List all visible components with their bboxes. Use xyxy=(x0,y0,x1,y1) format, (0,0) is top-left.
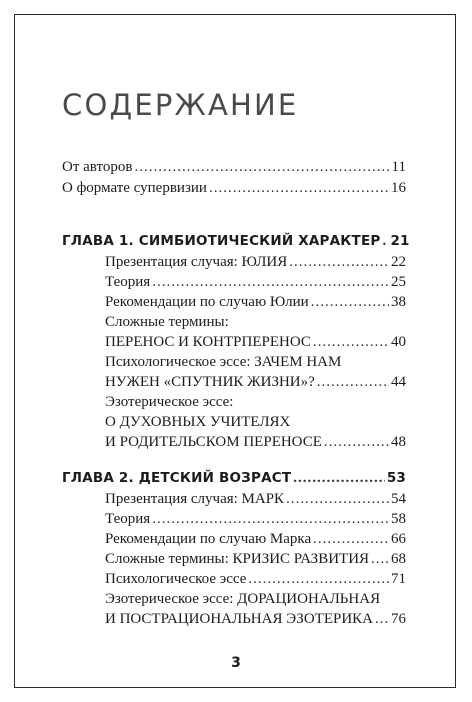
toc-entry-line: Психологическое эссе: ЗАЧЕМ НАМ xyxy=(105,354,342,370)
dot-leader xyxy=(371,549,389,569)
chapter-title: ГЛАВА 1. СИМБИОТИЧЕСКИЙ ХАРАКТЕР xyxy=(62,233,381,249)
toc-entry-page: 71 xyxy=(391,571,406,587)
dot-leader xyxy=(311,292,389,312)
toc-entry-page: 11 xyxy=(391,159,406,175)
toc-chapter-heading[interactable] xyxy=(62,468,406,488)
toc-chapter-heading[interactable] xyxy=(62,231,410,251)
toc-entry-title: Психологическое эссе xyxy=(105,571,247,587)
dot-leader xyxy=(382,231,388,251)
page-number: 3 xyxy=(231,655,241,671)
toc-entry-page: 25 xyxy=(391,274,406,290)
toc-intro xyxy=(62,157,406,198)
toc-entry[interactable] xyxy=(105,489,406,509)
toc-entry-page: 54 xyxy=(391,491,406,507)
toc-entry-page: 38 xyxy=(391,294,406,310)
dot-leader xyxy=(289,252,389,272)
dot-leader xyxy=(375,609,389,629)
dot-leader xyxy=(209,178,389,198)
toc-entry-title: Рекомендации по случаю Марка xyxy=(105,531,312,547)
toc-entry-title: Презентация случая: МАРК xyxy=(105,491,285,507)
toc-entry[interactable] xyxy=(105,272,406,292)
page-title: СОДЕРЖАНИЕ xyxy=(62,88,299,122)
toc-entry-title: Сложные термины: КРИЗИС РАЗВИТИЯ xyxy=(105,551,370,567)
toc-entry-page: 68 xyxy=(391,551,406,567)
dot-leader xyxy=(324,432,389,452)
toc-entry-line: Сложные термины: xyxy=(105,314,229,330)
toc-entry[interactable] xyxy=(105,569,406,589)
toc-entry[interactable] xyxy=(105,509,406,529)
toc-entry-multiline[interactable] xyxy=(105,589,406,629)
toc-entry-page: 40 xyxy=(391,334,406,350)
toc-entry[interactable] xyxy=(105,529,406,549)
toc-entry-title: Рекомендации по случаю Юлии xyxy=(105,294,309,310)
dot-leader xyxy=(293,468,385,488)
toc-entry-multiline[interactable] xyxy=(105,352,406,392)
toc-entry-title: Презентация случая: ЮЛИЯ xyxy=(105,254,288,270)
toc-entry-page: 44 xyxy=(391,374,406,390)
toc-entry-line: О ДУХОВНЫХ УЧИТЕЛЯХ xyxy=(105,414,291,430)
toc-entry-from-authors[interactable] xyxy=(62,157,406,177)
dot-leader xyxy=(134,157,389,177)
toc-entry[interactable] xyxy=(105,292,406,312)
toc-entry-title: НУЖЕН «СПУТНИК ЖИЗНИ»? xyxy=(105,374,315,390)
toc-chapter-2 xyxy=(62,468,406,629)
toc-entry-title: От авторов xyxy=(62,159,133,175)
toc-entry-line: Эзотерическое эссе: xyxy=(105,394,234,410)
chapter-page: 53 xyxy=(386,470,406,486)
toc-entry-title: Теория xyxy=(105,511,151,527)
dot-leader xyxy=(313,529,389,549)
dot-leader xyxy=(152,509,389,529)
toc-entry-multiline[interactable] xyxy=(105,392,406,452)
dot-leader xyxy=(313,332,389,352)
toc-entry-page: 22 xyxy=(391,254,406,270)
toc-entry[interactable] xyxy=(105,252,406,272)
toc-entry-line: Эзотерическое эссе: ДОРАЦИОНАЛЬНАЯ xyxy=(105,591,381,607)
toc-entry-supervision-format[interactable] xyxy=(62,178,406,198)
chapter-title: ГЛАВА 2. ДЕТСКИЙ ВОЗРАСТ xyxy=(62,470,292,486)
toc-entry[interactable] xyxy=(105,549,406,569)
toc-chapter-1 xyxy=(62,231,410,452)
dot-leader xyxy=(248,569,389,589)
toc-entry-page: 48 xyxy=(391,434,406,450)
toc-entry-title: И ПОСТРАЦИОНАЛЬНАЯ ЭЗОТЕРИКА xyxy=(105,611,373,627)
toc-entry-title: И РОДИТЕЛЬСКОМ ПЕРЕНОСЕ xyxy=(105,434,322,450)
toc-entry-title: ПЕРЕНОС И КОНТРПЕРЕНОС xyxy=(105,334,311,350)
dot-leader xyxy=(286,489,389,509)
dot-leader xyxy=(152,272,389,292)
toc-entry-title: Теория xyxy=(105,274,151,290)
toc-entry-page: 66 xyxy=(391,531,406,547)
chapter-page: 21 xyxy=(390,233,410,249)
dot-leader xyxy=(317,372,389,392)
toc-entry-page: 16 xyxy=(391,180,406,196)
toc-entry-page: 76 xyxy=(391,611,406,627)
toc-entry-page: 58 xyxy=(391,511,406,527)
toc-entry-title: О формате супервизии xyxy=(62,180,207,196)
toc-entry-multiline[interactable] xyxy=(105,312,406,352)
